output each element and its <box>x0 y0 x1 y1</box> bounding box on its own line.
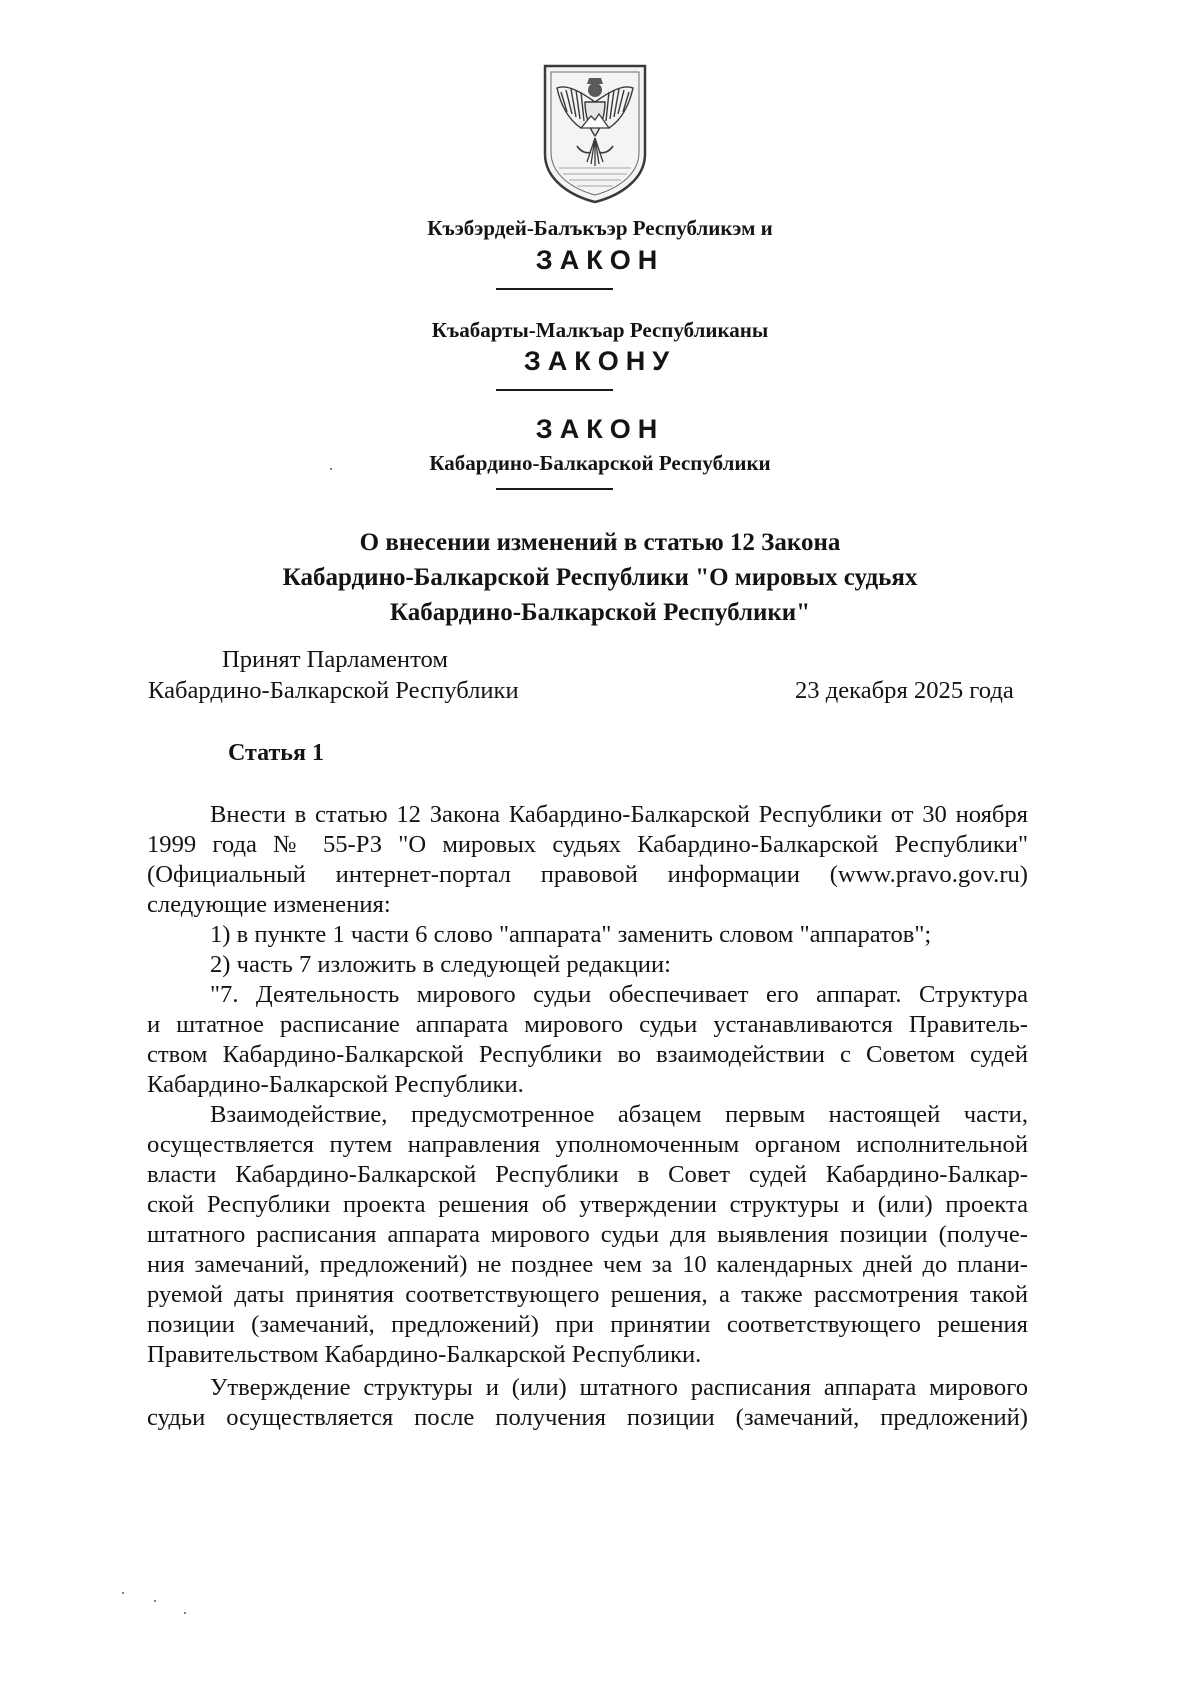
article-text-line: власти Кабардино-Балкарской Республики в Совет судей Кабардино-Балкар- <box>147 1161 1028 1188</box>
article-text-line: ния замечаний, предложений) не позднее чем за 10 календарных дней до плани- <box>147 1251 1028 1278</box>
header-balkar-line: Къабарты-Малкъар Республиканы <box>431 318 769 342</box>
article-text-line: Кабардино-Балкарской Республики. <box>147 1071 524 1098</box>
article-text-line: штатного расписания аппарата мирового судьи для выявления позиции (получе- <box>147 1221 1028 1248</box>
scan-speck <box>184 1612 186 1614</box>
header-law-russian: ЗАКОН <box>535 414 665 444</box>
article-text-line: ской Республики проекта решения об утверждении структуры и (или) проекта <box>147 1191 1028 1218</box>
divider-rule <box>496 389 613 391</box>
header-kabardian-line: Къэбэрдей-Балъкъэр Республикэм и <box>427 216 773 240</box>
article-text-line: Утверждение структуры и (или) штатного расписания аппарата мирового <box>210 1374 1028 1401</box>
article-text-line: 2) часть 7 изложить в следующей редакции: <box>210 951 671 978</box>
adoption-line: Кабардино-Балкарской Республики <box>148 677 519 704</box>
article-text-line: судьи осуществляется после получения позиции (замечаний, предложений) <box>147 1404 1028 1431</box>
article-text-line: 1) в пункте 1 части 6 слово "аппарата" заменить словом "аппаратов"; <box>210 921 932 948</box>
article-text-line: позиции (замечаний, предложений) при принятии соответствующего решения <box>147 1311 1028 1338</box>
article-text-line: осуществляется путем направления уполномоченным органом исполнительной <box>147 1131 1028 1158</box>
scan-speck <box>330 468 332 470</box>
header-law-kabardian: ЗАКОН <box>535 245 665 275</box>
article-text-line: и штатное расписание аппарата мирового судьи устанавливаются Правитель- <box>147 1011 1028 1038</box>
law-title <box>0 525 1200 630</box>
scan-speck <box>122 1592 124 1594</box>
header-law-balkar: ЗАКОНУ <box>523 346 677 376</box>
article-text-line: (Официальный интернет-портал правовой информации (www.pravo.gov.ru) <box>147 861 1028 888</box>
law-title-line: О внесении изменений в статью 12 Закона <box>359 529 841 556</box>
article-text-line: Внести в статью 12 Закона Кабардино-Балкарской Республики от 30 ноября <box>210 801 1028 828</box>
article-text-line: "7. Деятельность мирового судьи обеспечивает его аппарат. Структура <box>210 981 1028 1008</box>
article-text-line: следующие изменения: <box>147 891 391 918</box>
article-heading: Статья 1 <box>228 740 324 766</box>
law-title-line: Кабардино-Балкарской Республики" <box>389 599 811 626</box>
adoption-line: Принят Парламентом <box>222 646 448 673</box>
law-title-line: Кабардино-Балкарской Республики "О мировых судьях <box>282 564 918 591</box>
article-text-line: Взаимодействие, предусмотренное абзацем первым настоящей части, <box>210 1101 1028 1128</box>
coat-of-arms-icon <box>541 62 649 204</box>
article-text-line: 1999 года № 55-РЗ "О мировых судьях Кабардино-Балкарской Республики" <box>147 831 1028 858</box>
header-russian-line: Кабардино-Балкарской Республики <box>429 451 771 475</box>
scan-speck <box>154 1600 156 1602</box>
divider-rule <box>496 288 613 290</box>
article-text-line: ством Кабардино-Балкарской Республики во взаимодействии с Советом судей <box>147 1041 1028 1068</box>
article-text-line: Правительством Кабардино-Балкарской Республики. <box>147 1341 702 1368</box>
article-text-line: руемой даты принятия соответствующего решения, а также рассмотрения такой <box>147 1281 1028 1308</box>
adoption-date: 23 декабря 2025 года <box>795 677 1014 704</box>
divider-rule <box>496 488 613 490</box>
